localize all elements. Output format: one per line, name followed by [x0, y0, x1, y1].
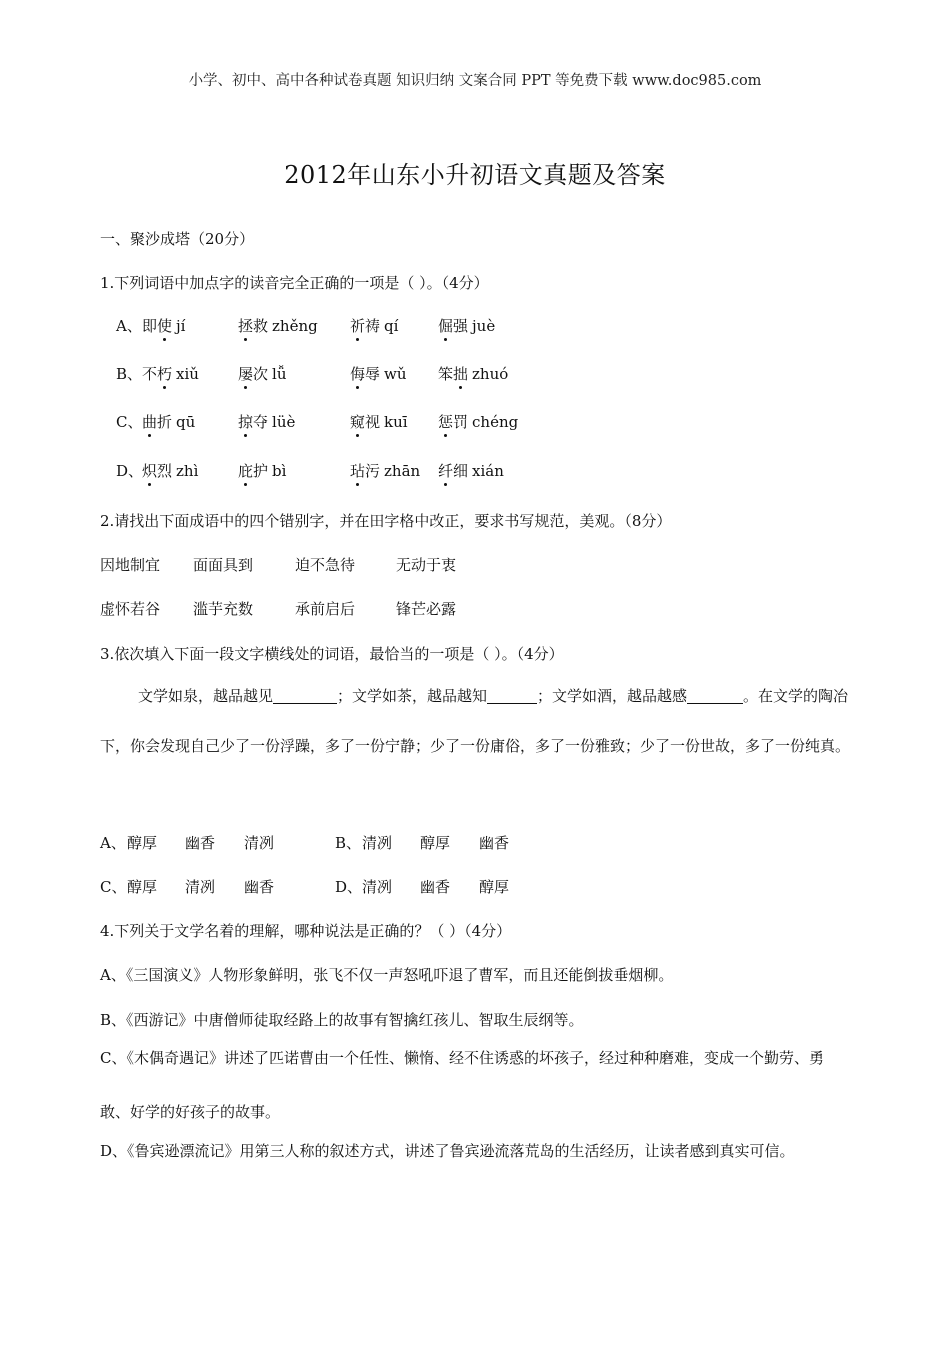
pinyin: chéng [472, 413, 519, 431]
pinyin: wǔ [384, 365, 407, 383]
char: 即 [142, 317, 158, 335]
idiom: 滥芋充数 [193, 600, 254, 618]
word-item [238, 363, 287, 384]
pinyin: zhěng [272, 317, 318, 335]
option-word: 醇厚 [479, 878, 510, 896]
word-item [350, 363, 407, 384]
char: 罚 [453, 413, 469, 431]
option-word: 清冽 [362, 878, 393, 896]
section-heading: 一、聚沙成塔（20分） [100, 230, 255, 248]
word-item [438, 363, 508, 384]
pinyin: xiǔ [176, 365, 199, 383]
option-word: 清冽 [244, 834, 275, 852]
word-item [238, 315, 318, 336]
char: 祷 [365, 317, 381, 335]
option-label: A、 [100, 834, 126, 852]
question-4-stem: 4.下列关于文学名着的理解，哪种说法是正确的？（ ）（4分） [100, 922, 512, 940]
pinyin: lǚ [272, 365, 287, 383]
dotted-char: 朽 [157, 365, 173, 383]
dotted-char: 使 [157, 317, 173, 335]
passage-text: 。在文学的陶冶下，你会发现自己少了一份浮躁，多了一份宁静；少了一份庸俗，多了一份雅致；少了一份世故，多了一份纯真。 [100, 687, 851, 755]
page-title: 2012年山东小升初语文真题及答案 [284, 161, 666, 189]
pinyin: zhì [176, 462, 199, 480]
char: 救 [253, 317, 269, 335]
pinyin: jí [176, 317, 186, 335]
idiom: 面面具到 [193, 556, 254, 574]
pinyin: qí [384, 317, 399, 335]
passage-text: ；文学如酒，越品越感 [537, 687, 688, 705]
question-4-option-c: C、《木偶奇遇记》讲述了匹诺曹由一个任性、懒惰、经不住诱惑的坏孩子，经过种种磨难，变成一个勤劳、勇敢、好学的好孩子的故事。 [100, 1049, 824, 1121]
option-label: B、 [116, 365, 143, 383]
word-item [142, 315, 185, 336]
pinyin: xián [472, 462, 504, 480]
char: 视 [365, 413, 381, 431]
char: 折 [157, 413, 173, 431]
question-3-stem: 3.依次填入下面一段文字横线处的词语，最恰当的一项是（ ）。（4分） [100, 645, 564, 663]
answer-blank-1[interactable] [273, 687, 337, 704]
pinyin: lüè [272, 413, 296, 431]
char: 不 [142, 365, 158, 383]
option-word: 清冽 [362, 834, 393, 852]
passage-text: 文学如泉，越品越见 [138, 687, 274, 705]
dotted-char: 倔 [438, 317, 454, 335]
dotted-char: 掠 [238, 413, 254, 431]
dotted-char: 曲 [142, 413, 158, 431]
word-item [142, 411, 195, 432]
option-word: 醇厚 [420, 834, 451, 852]
idiom: 锋芒必露 [396, 600, 457, 618]
option-label: D、 [335, 878, 363, 896]
pinyin: bì [272, 462, 287, 480]
pinyin: kuī [384, 413, 408, 431]
option-word: 幽香 [244, 878, 275, 896]
idiom: 承前启后 [295, 600, 356, 618]
word-item [142, 460, 198, 481]
idiom: 因地制宜 [100, 556, 161, 574]
question-4-option-a: A、《三国演义》人物形象鲜明，张飞不仅一声怒吼吓退了曹军，而且还能倒拔垂烟柳。 [100, 966, 674, 984]
question-3-passage [100, 671, 852, 771]
option-label: D、 [116, 462, 144, 480]
dotted-char: 侮 [350, 365, 366, 383]
option-word: 幽香 [185, 834, 216, 852]
word-item [142, 363, 199, 384]
question-4-option-d: D、《鲁宾逊漂流记》用第三人称的叙述方式，讲述了鲁宾逊流落荒岛的生活经历，让读者感到真实可信。 [100, 1142, 795, 1160]
option-label: C、 [100, 878, 127, 896]
answer-blank-2[interactable] [487, 687, 537, 704]
option-word: 幽香 [420, 878, 451, 896]
question-2-stem: 2.请找出下面成语中的四个错别字，并在田字格中改正，要求书写规范，美观。（8分） [100, 512, 672, 530]
char: 笨 [438, 365, 454, 383]
option-word: 醇厚 [127, 834, 158, 852]
char: 烈 [157, 462, 173, 480]
dotted-char: 拙 [453, 365, 469, 383]
pinyin: juè [472, 317, 496, 335]
word-item [438, 315, 495, 336]
passage-text: ；文学如茶，越品越知 [337, 687, 488, 705]
pinyin: qū [176, 413, 196, 431]
option-label: A、 [116, 317, 142, 335]
dotted-char: 炽 [142, 462, 158, 480]
pinyin: zhān [384, 462, 421, 480]
idiom: 迫不急待 [295, 556, 356, 574]
word-item [238, 460, 286, 481]
char: 次 [253, 365, 269, 383]
char: 污 [365, 462, 381, 480]
dotted-char: 玷 [350, 462, 366, 480]
word-item [238, 411, 295, 432]
question-4-option-b: B、《西游记》中唐僧师徒取经路上的故事有智擒红孩儿、智取生辰纲等。 [100, 1011, 584, 1029]
word-item [438, 411, 518, 432]
dotted-char: 纤 [438, 462, 454, 480]
char: 护 [253, 462, 269, 480]
question-1-stem: 1.下列词语中加点字的读音完全正确的一项是（ ）。（4分） [100, 274, 489, 292]
option-word: 醇厚 [127, 878, 158, 896]
option-label: B、 [335, 834, 362, 852]
word-item [350, 460, 420, 481]
dotted-char: 庇 [238, 462, 254, 480]
word-item [350, 411, 408, 432]
word-item [350, 315, 398, 336]
page-header: 小学、初中、高中各种试卷真题 知识归纳 文案合同 PPT 等免费下载 www.doc985.com [188, 73, 762, 89]
char: 强 [453, 317, 469, 335]
dotted-char: 惩 [438, 413, 454, 431]
pinyin: zhuó [472, 365, 509, 383]
dotted-char: 祈 [350, 317, 366, 335]
char: 夺 [253, 413, 269, 431]
dotted-char: 屡 [238, 365, 254, 383]
option-word: 清冽 [185, 878, 216, 896]
option-word: 幽香 [479, 834, 510, 852]
word-item [438, 460, 504, 481]
char: 辱 [365, 365, 381, 383]
answer-blank-3[interactable] [687, 687, 743, 704]
dotted-char: 拯 [238, 317, 254, 335]
char: 细 [453, 462, 469, 480]
idiom: 虚怀若谷 [100, 600, 161, 618]
dotted-char: 窥 [350, 413, 366, 431]
idiom: 无动于衷 [396, 556, 457, 574]
option-label: C、 [116, 413, 143, 431]
